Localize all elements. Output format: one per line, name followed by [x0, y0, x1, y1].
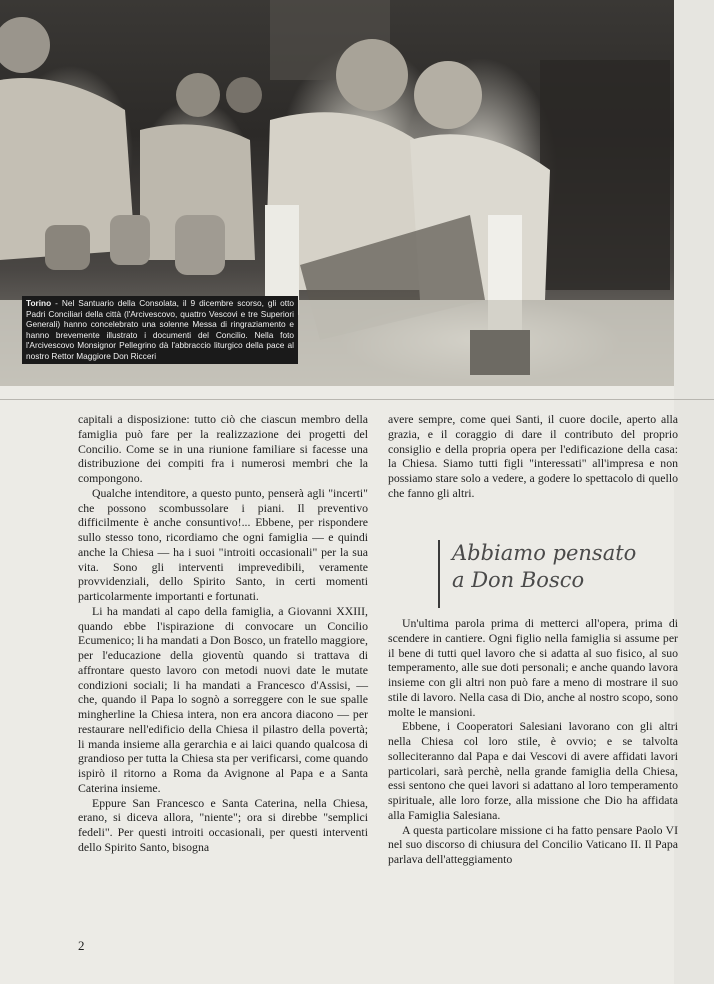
right-column-top — [388, 412, 678, 501]
heading-line-1: Abbiamo pensato — [452, 541, 637, 565]
caption-text: - Nel Santuario della Consolata, il 9 dicembre scorso, gli otto Padri Conciliari della città (l'Arcivescovo, quattro Vescovi e tre Superiori Generali) hanno concelebrato una solenne Messa di ringraziamento e hanno brevemente illustrato i documenti del Concilio. Nella foto l'Arcivescovo Monsignor Pellegrino dà l'abbraccio liturgico della pace al nostro Rettor Maggiore Don Ricceri — [26, 298, 294, 361]
section-heading — [438, 540, 672, 608]
paragraph: Li ha mandati al capo della famiglia, a Giovanni XXIII, quando ebbe l'ispirazione di convocare un Concilio Ecumenico; li ha mandati a Don Bosco, un fratello maggiore, per l'educazione della gioventù quando si trattava di affrontare questo lavoro con metodi nuovi date le mutate condizioni sociali; li ha mandati a Francesco d'Assisi, — che, quando il Papa lo sognò a sorreggere con le sue spalle mingherline la Chiesa intera, non era ancora diacono — per restaurare nell'edificio della Chiesa il pilastro della povertà; li manda insieme alla gerarchia e ai laici quando qualcosa di grandioso per tutta la Chiesa sta per verificarsi, come quando ispirò il ritorno a Roma da Avignone al Papa e a Santa Caterina insieme. — [78, 603, 368, 795]
paragraph: Qualche intenditore, a questo punto, penserà agli "incerti" che possono scombussolare i piani. Il preventivo difficilmente è anche consuntivo!... Ebbene, per rispondere sullo stesso tono, ricordiamo che ogni famiglia — e quindi anche la Chiesa — ha i suoi "introiti occasionali" per la sua vita. Sono gli interventi imprevedibili, veramente provvidenziali, dello Spirito Santo, in certi momenti particolarmente importanti e fortunati. — [78, 485, 368, 603]
right-column-bottom — [388, 616, 678, 867]
paragraph: Un'ultima parola prima di metterci all'opera, prima di scendere in cantiere. Ogni figlio nella famiglia si assume per il bene di tutti quel lavoro che si adatta al suo fisico, al suo temperamento, alle sue doti personali; e anche quando lavora insieme con gli altri non può fare a meno di mostrare il suo stile di lavoro. Nella casa di Dio, anche al nostro scopo, sono molte le mansioni. — [388, 616, 678, 719]
photo-caption — [22, 296, 298, 364]
paragraph: avere sempre, come quei Santi, il cuore docile, aperto alla grazia, e il coraggio di dare il contributo del proprio consiglio e della propria opera per l'edificazione della casa: la Chiesa. Siamo tutti figli "interessati" all'impresa e non possiamo stare solo a vedere, a godere lo spettacolo di quello che fanno gli altri. — [388, 412, 678, 500]
paragraph: A questa particolare missione ci ha fatto pensare Paolo VI nel suo discorso di chiusura del Concilio Vaticano II. Il Papa parlava dell'atteggiamento — [388, 822, 678, 866]
page-margin — [674, 0, 714, 984]
page-number: 2 — [78, 938, 85, 953]
ceremony-photo — [0, 0, 674, 386]
caption-lead: Torino — [26, 298, 52, 308]
heading-line-2: a Don Bosco — [452, 568, 585, 592]
paragraph: capitali a disposizione: tutto ciò che ciascun membro della famiglia può fare per la realizzazione dei progetti del Concilio. Come se in una riunione familiare si facesse una distribuzione dei compiti fra i numerosi membri che la compongono. — [78, 412, 368, 485]
paragraph: Eppure San Francesco e Santa Caterina, nella Chiesa, erano, si diceva allora, "niente"; ora si direbbe "semplici fedeli". Per questi introiti occasionali, per questi interventi dello Spirito Santo, bisogna — [78, 795, 368, 854]
photo-divider — [0, 399, 714, 400]
left-column — [78, 412, 368, 855]
paragraph: Ebbene, i Cooperatori Salesiani lavorano con gli altri nella Chiesa col loro stile, è ovvio; e se talvolta solleciteranno dal Papa e dai Vescovi di avere affidati lavori particolari, sarà perchè, nella grande famiglia della Chiesa, essi sentono che quei lavori si adattano al loro temperamento spirituale, alle loro forze, alla missione che Dio ha affidata alla Famiglia Salesiana. — [388, 719, 678, 822]
